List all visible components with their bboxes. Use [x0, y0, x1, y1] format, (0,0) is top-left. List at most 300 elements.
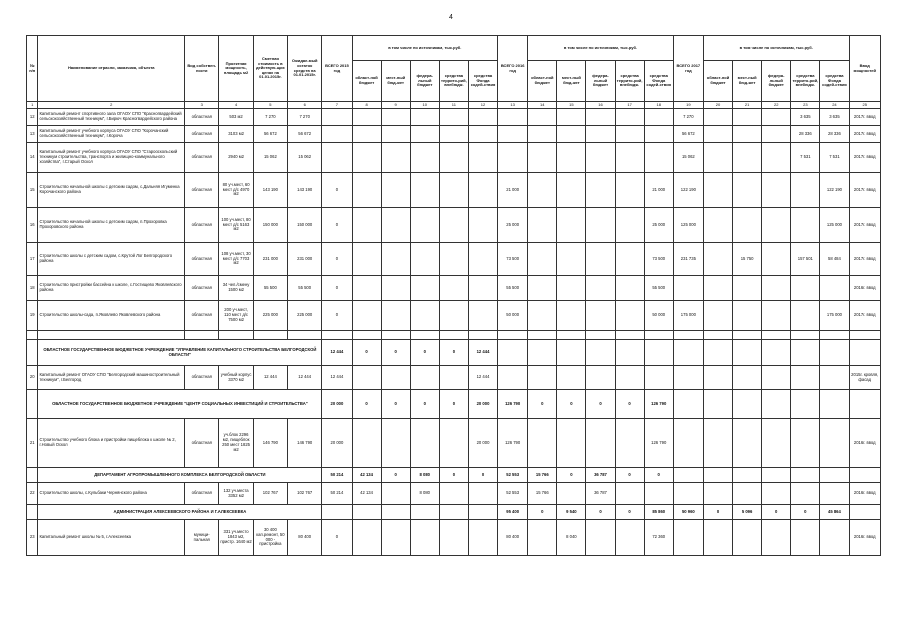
column-number: 23	[791, 102, 820, 109]
amount-cell	[586, 208, 615, 243]
expected-rest-cell: 102 767	[288, 483, 322, 505]
capacity-cell: уч.блок 2296 м2, пищеблок 250 мест 1825 м2	[219, 419, 253, 468]
amount-cell: 0	[557, 468, 586, 483]
amount-cell	[381, 483, 410, 505]
amount-cell	[557, 109, 586, 126]
commissioning-cell	[849, 390, 881, 419]
column-number: 7	[322, 102, 352, 109]
amount-cell	[703, 208, 732, 243]
header-estimate-cost: Сметная стоимость в действую-щих ценах на 01.01.2015г.	[253, 36, 287, 102]
amount-cell	[528, 340, 557, 366]
estimate-cost-cell: 15 062	[253, 143, 287, 173]
amount-cell: 12 444	[468, 366, 497, 390]
amount-cell	[352, 276, 381, 301]
amount-cell	[586, 419, 615, 468]
row-number: 16	[27, 208, 38, 243]
amount-cell: 0	[322, 520, 352, 556]
amount-cell: 3 635	[791, 109, 820, 126]
amount-cell: 72 360	[644, 520, 673, 556]
amount-cell	[820, 419, 849, 468]
amount-cell	[528, 520, 557, 556]
table-row	[27, 301, 881, 331]
amount-cell	[644, 340, 673, 366]
column-number: 1	[27, 102, 38, 109]
column-number: 11	[439, 102, 468, 109]
amount-cell: 7 531	[791, 143, 820, 173]
amount-cell	[586, 173, 615, 208]
amount-cell	[703, 173, 732, 208]
row-number	[27, 468, 38, 483]
amount-cell	[733, 126, 762, 143]
estimate-cost-cell: 231 000	[253, 243, 287, 276]
amount-cell	[733, 366, 762, 390]
object-name: Строительство учебного блока и пристройки пищеблока к школе № 2, г.Новый Оскол	[38, 419, 185, 468]
amount-cell: 0	[762, 505, 791, 520]
column-number: 13	[498, 102, 528, 109]
amount-cell: 0	[468, 468, 497, 483]
empty-cell	[352, 331, 381, 340]
estimate-cost-cell: 102 767	[253, 483, 287, 505]
amount-cell	[733, 468, 762, 483]
expected-rest-cell: 15 062	[288, 143, 322, 173]
amount-cell	[791, 340, 820, 366]
commissioning-cell: 2017г. ввод	[849, 126, 881, 143]
amount-cell: 0	[557, 390, 586, 419]
amount-cell	[615, 208, 644, 243]
amount-cell	[439, 173, 468, 208]
amount-cell	[644, 126, 673, 143]
amount-cell	[352, 143, 381, 173]
group-name: ОБЛАСТНОЕ ГОСУДАРСТВЕННОЕ БЮДЖЕТНОЕ УЧРЕЖДЕНИЕ "ЦЕНТР СОЦИАЛЬНЫХ ИНВЕСТИЦИЙ И СТРОИТЕЛЬСТВА"	[38, 390, 322, 419]
expected-rest-cell: 231 000	[288, 243, 322, 276]
amount-cell: 0	[322, 301, 352, 331]
amount-cell	[733, 390, 762, 419]
commissioning-cell: 2016г. ввод	[849, 276, 881, 301]
amount-cell	[468, 301, 497, 331]
empty-cell	[557, 331, 586, 340]
header-sources-2016: в том числе по источникам, тыс.руб.	[528, 36, 674, 61]
row-number: 15	[27, 173, 38, 208]
amount-cell	[498, 143, 528, 173]
header-source-2017-1: област-ной бюджет	[703, 61, 732, 102]
empty-cell	[253, 331, 287, 340]
ownership-cell: областная	[185, 109, 219, 126]
header-total-2015: ВСЕГО 2015 год	[322, 36, 352, 102]
commissioning-cell: 2016г. ввод	[849, 419, 881, 468]
amount-cell	[528, 243, 557, 276]
amount-cell	[468, 126, 497, 143]
expected-rest-cell: 7 270	[288, 109, 322, 126]
amount-cell	[644, 143, 673, 173]
amount-cell	[322, 505, 352, 520]
group-row	[27, 505, 881, 520]
amount-cell	[762, 419, 791, 468]
amount-cell: 58 484	[820, 243, 849, 276]
amount-cell	[820, 468, 849, 483]
amount-cell	[762, 109, 791, 126]
column-number: 16	[586, 102, 615, 109]
estimate-cost-cell: 146 790	[253, 419, 287, 468]
empty-cell	[615, 331, 644, 340]
object-name: Капитальный ремонт учебного корпуса ОГАОУ СПО "Старооскольский техникум строительства, транспорта и жилищно-коммунального хозяйства", г.Старый Оскол	[38, 143, 185, 173]
header-commissioning: Ввод мощностей	[849, 36, 881, 102]
amount-cell	[557, 126, 586, 143]
capacity-cell: 80 уч.мест, 60 мест д/с 4970 м2	[219, 173, 253, 208]
amount-cell	[586, 143, 615, 173]
table-row	[27, 520, 881, 556]
empty-cell	[185, 331, 219, 340]
amount-cell	[410, 505, 439, 520]
amount-cell	[528, 143, 557, 173]
amount-cell: 0	[381, 390, 410, 419]
amount-cell	[352, 520, 381, 556]
column-number: 14	[528, 102, 557, 109]
estimate-cost-cell: 55 500	[253, 276, 287, 301]
amount-cell	[820, 520, 849, 556]
amount-cell: 0	[528, 505, 557, 520]
expected-rest-cell: 12 444	[288, 366, 322, 390]
column-number: 24	[820, 102, 849, 109]
ownership-cell: областная	[185, 301, 219, 331]
amount-cell	[528, 419, 557, 468]
amount-cell	[468, 520, 497, 556]
group-row	[27, 468, 881, 483]
amount-cell	[468, 173, 497, 208]
amount-cell	[762, 468, 791, 483]
empty-cell	[381, 331, 410, 340]
amount-cell	[615, 173, 644, 208]
amount-cell	[352, 243, 381, 276]
amount-cell	[352, 126, 381, 143]
expected-rest-cell: 143 190	[288, 173, 322, 208]
ownership-cell: областная	[185, 143, 219, 173]
amount-cell	[439, 366, 468, 390]
amount-cell	[673, 366, 703, 390]
column-number: 21	[733, 102, 762, 109]
ownership-cell: областная	[185, 126, 219, 143]
amount-cell	[762, 143, 791, 173]
expected-rest-cell: 225 000	[288, 301, 322, 331]
empty-cell	[762, 331, 791, 340]
table-row	[27, 366, 881, 390]
empty-cell	[528, 331, 557, 340]
amount-cell	[557, 340, 586, 366]
amount-cell	[703, 143, 732, 173]
amount-cell	[615, 143, 644, 173]
amount-cell	[410, 520, 439, 556]
commissioning-cell: 2017г. ввод	[849, 243, 881, 276]
table-row	[27, 483, 881, 505]
amount-cell	[381, 520, 410, 556]
amount-cell	[733, 340, 762, 366]
header-source-2015-4: средства террито-рий, внебюдж.	[439, 61, 468, 102]
empty-cell	[38, 331, 185, 340]
amount-cell	[791, 520, 820, 556]
empty-cell	[322, 331, 352, 340]
amount-cell: 15 766	[528, 468, 557, 483]
amount-cell	[615, 366, 644, 390]
header-source-2016-5: средства Фонда содей-ствия	[644, 61, 673, 102]
estimate-cost-cell: 150 000	[253, 208, 287, 243]
commissioning-cell	[849, 340, 881, 366]
amount-cell: 56 672	[673, 126, 703, 143]
amount-cell	[820, 340, 849, 366]
amount-cell: 0	[439, 340, 468, 366]
amount-cell	[352, 208, 381, 243]
amount-cell: 15 750	[733, 243, 762, 276]
capacity-cell: 132 уч.места 3352 м2	[219, 483, 253, 505]
amount-cell	[322, 126, 352, 143]
column-number: 4	[219, 102, 253, 109]
amount-cell	[673, 483, 703, 505]
amount-cell: 50 214	[322, 483, 352, 505]
amount-cell: 3 635	[820, 109, 849, 126]
amount-cell: 20 000	[468, 419, 497, 468]
capacity-cell: 200 уч.мест, 110 мест д/с 7500 м2	[219, 301, 253, 331]
header-sources-2015: в том числе по источникам, тыс.руб.	[352, 36, 498, 61]
amount-cell: 0	[615, 505, 644, 520]
amount-cell	[439, 301, 468, 331]
amount-cell	[528, 276, 557, 301]
amount-cell	[468, 276, 497, 301]
capital-investment-table	[26, 35, 881, 556]
amount-cell	[322, 109, 352, 126]
amount-cell	[528, 366, 557, 390]
empty-cell	[498, 331, 528, 340]
amount-cell: 0	[791, 505, 820, 520]
amount-cell	[820, 366, 849, 390]
amount-cell: 7 531	[820, 143, 849, 173]
amount-cell	[528, 208, 557, 243]
header-total-2016: ВСЕГО 2016 год	[498, 36, 528, 102]
amount-cell	[615, 483, 644, 505]
amount-cell	[352, 109, 381, 126]
amount-cell: 42 134	[352, 483, 381, 505]
amount-cell	[733, 173, 762, 208]
amount-cell	[557, 143, 586, 173]
amount-cell	[410, 126, 439, 143]
amount-cell	[703, 340, 732, 366]
column-number: 25	[849, 102, 881, 109]
blank-row	[27, 331, 881, 340]
amount-cell	[498, 366, 528, 390]
amount-cell	[703, 109, 732, 126]
ownership-cell: областная	[185, 208, 219, 243]
amount-cell: 175 000	[673, 301, 703, 331]
amount-cell	[615, 419, 644, 468]
header-source-2017-4: средства террито-рий, внебюдж.	[791, 61, 820, 102]
amount-cell	[381, 126, 410, 143]
amount-cell	[352, 301, 381, 331]
amount-cell: 21 000	[644, 173, 673, 208]
amount-cell: 42 134	[352, 468, 381, 483]
header-source-2016-4: средства террито-рий, внебюдж.	[615, 61, 644, 102]
estimate-cost-cell: 12 444	[253, 366, 287, 390]
empty-cell	[820, 331, 849, 340]
amount-cell	[820, 483, 849, 505]
amount-cell	[673, 468, 703, 483]
group-row	[27, 340, 881, 366]
amount-cell	[762, 208, 791, 243]
amount-cell	[439, 483, 468, 505]
amount-cell	[762, 276, 791, 301]
empty-cell	[703, 331, 732, 340]
amount-cell: 15 766	[528, 483, 557, 505]
commissioning-cell	[849, 468, 881, 483]
amount-cell	[791, 173, 820, 208]
capacity-cell: 3103 м2	[219, 126, 253, 143]
amount-cell	[733, 483, 762, 505]
header-source-2015-1: област-ной бюджет	[352, 61, 381, 102]
amount-cell	[762, 301, 791, 331]
column-number: 10	[410, 102, 439, 109]
amount-cell	[410, 419, 439, 468]
table-row	[27, 143, 881, 173]
amount-cell	[762, 366, 791, 390]
amount-cell	[352, 505, 381, 520]
amount-cell	[703, 126, 732, 143]
amount-cell	[586, 126, 615, 143]
amount-cell: 0	[322, 243, 352, 276]
amount-cell	[468, 143, 497, 173]
amount-cell	[703, 520, 732, 556]
amount-cell: 125 000	[820, 208, 849, 243]
amount-cell	[791, 483, 820, 505]
amount-cell	[586, 243, 615, 276]
amount-cell: 0	[322, 173, 352, 208]
amount-cell	[410, 276, 439, 301]
amount-cell: 28 336	[791, 126, 820, 143]
amount-cell: 45 864	[820, 505, 849, 520]
amount-cell	[381, 301, 410, 331]
amount-cell: 52 553	[498, 468, 528, 483]
amount-cell	[733, 301, 762, 331]
expected-rest-cell: 150 000	[288, 208, 322, 243]
amount-cell	[762, 243, 791, 276]
amount-cell	[528, 109, 557, 126]
table-row	[27, 419, 881, 468]
header-source-2017-5: средства Фонда содей-ствия	[820, 61, 849, 102]
amount-cell	[733, 419, 762, 468]
amount-cell: 25 000	[498, 208, 528, 243]
header-source-2015-2: мест-ный бюд-жет	[381, 61, 410, 102]
empty-cell	[27, 331, 38, 340]
capacity-cell: 108 уч.мест, 30 мест д/с 7703 м2	[219, 243, 253, 276]
amount-cell: 8 080	[410, 468, 439, 483]
amount-cell	[791, 276, 820, 301]
amount-cell	[703, 390, 732, 419]
capacity-cell: 100 уч.мест, 80 мест д/с 5163 м2	[219, 208, 253, 243]
header-source-2017-3: федера-льный бюджет	[762, 61, 791, 102]
amount-cell: 0	[703, 505, 732, 520]
amount-cell	[791, 390, 820, 419]
row-number: 12	[27, 109, 38, 126]
amount-cell	[791, 366, 820, 390]
header-ownership: Вид собствен-ности	[185, 36, 219, 102]
amount-cell	[615, 126, 644, 143]
ownership-cell: областная	[185, 419, 219, 468]
capacity-cell: 2940 м2	[219, 143, 253, 173]
amount-cell: 122 190	[820, 173, 849, 208]
header-sources-2017: в том числе по источникам, тыс.руб.	[703, 36, 849, 61]
amount-cell: 25 000	[644, 208, 673, 243]
amount-cell: 126 790	[498, 390, 528, 419]
amount-cell	[528, 173, 557, 208]
amount-cell: 0	[381, 340, 410, 366]
commissioning-cell: 2017г. ввод	[849, 301, 881, 331]
empty-cell	[586, 331, 615, 340]
object-name: Строительство начальной школы с детским садом, с.Дальняя Игуменка Корочанского района	[38, 173, 185, 208]
amount-cell	[762, 126, 791, 143]
estimate-cost-cell: 7 270	[253, 109, 287, 126]
amount-cell: 12 444	[322, 366, 352, 390]
amount-cell	[528, 126, 557, 143]
amount-cell	[820, 276, 849, 301]
amount-cell	[410, 301, 439, 331]
amount-cell	[381, 505, 410, 520]
amount-cell	[498, 109, 528, 126]
empty-cell	[644, 331, 673, 340]
amount-cell: 126 790	[498, 419, 528, 468]
amount-cell: 73 500	[498, 243, 528, 276]
row-number: 20	[27, 366, 38, 390]
amount-cell: 0	[586, 390, 615, 419]
header-num: № п/п	[27, 36, 38, 102]
row-number	[27, 340, 38, 366]
header-expected-rest: Ожидае-мый остаток средств на 01.01.2015г.	[288, 36, 322, 102]
amount-cell	[557, 208, 586, 243]
amount-cell	[498, 126, 528, 143]
amount-cell: 0	[381, 468, 410, 483]
amount-cell	[586, 366, 615, 390]
commissioning-cell: 2015г. кровля, фасад	[849, 366, 881, 390]
amount-cell	[410, 173, 439, 208]
amount-cell	[762, 340, 791, 366]
object-name: Капитальный ремонт спортивного зала ОГАОУ СПО "Красногвардейский сельскохозяйственный техникум", г.Бирюч Красногвардейского района	[38, 109, 185, 126]
amount-cell	[644, 109, 673, 126]
group-name: ДЕПАРТАМЕНТ АГРОПРОМЫШЛЕННОГО КОМПЛЕКСА БЕЛГОРОДСКОЙ ОБЛАСТИ	[38, 468, 322, 483]
amount-cell	[381, 366, 410, 390]
amount-cell: 52 553	[498, 483, 528, 505]
amount-cell	[586, 340, 615, 366]
amount-cell	[673, 520, 703, 556]
amount-cell	[586, 109, 615, 126]
amount-cell: 28 336	[820, 126, 849, 143]
amount-cell	[644, 366, 673, 390]
amount-cell	[733, 109, 762, 126]
amount-cell	[762, 390, 791, 419]
amount-cell	[439, 520, 468, 556]
capacity-cell: 331 уч.место 1843 м2, пристр. 1640 м2	[219, 520, 253, 556]
amount-cell	[528, 301, 557, 331]
amount-cell	[673, 276, 703, 301]
amount-cell: 9 540	[557, 505, 586, 520]
amount-cell: 50 000	[644, 301, 673, 331]
amount-cell	[410, 208, 439, 243]
amount-cell	[557, 419, 586, 468]
ownership-cell: областная	[185, 243, 219, 276]
amount-cell	[439, 126, 468, 143]
amount-cell	[733, 208, 762, 243]
empty-cell	[673, 331, 703, 340]
amount-cell	[673, 340, 703, 366]
amount-cell	[644, 483, 673, 505]
amount-cell	[703, 419, 732, 468]
header-source-2015-5: средства Фонда содей-ствия	[468, 61, 497, 102]
amount-cell	[557, 483, 586, 505]
row-number: 14	[27, 143, 38, 173]
empty-cell	[733, 331, 762, 340]
